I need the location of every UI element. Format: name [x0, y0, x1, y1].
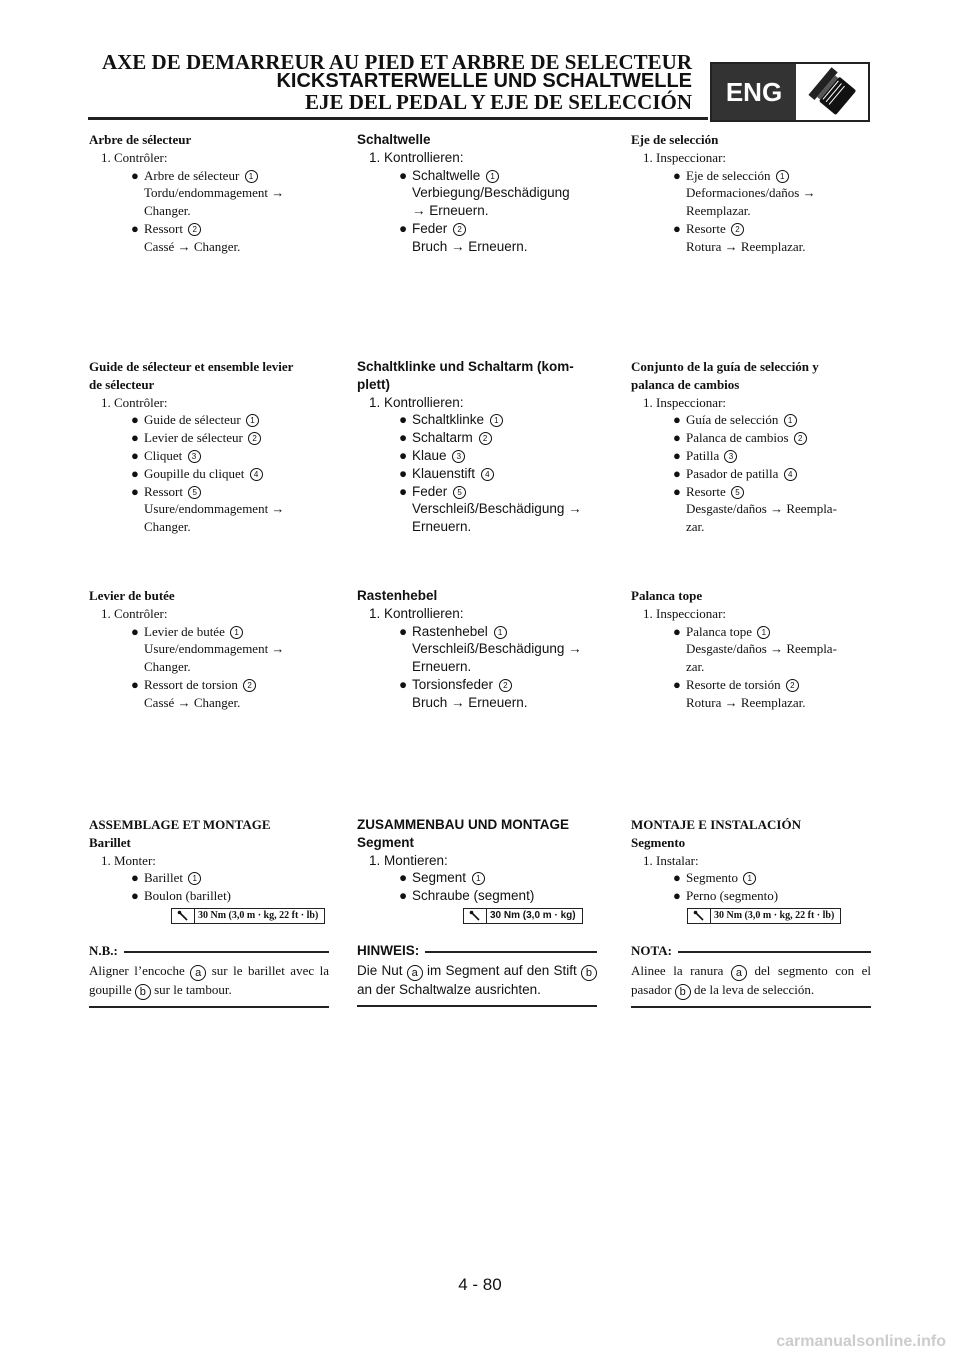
list-item: ● Segmento 1	[631, 869, 873, 887]
item-detail: Deformaciones/daños →	[686, 185, 816, 201]
step: 1. Contrôler:	[101, 149, 168, 165]
list-item: ● Rastenhebel 1	[357, 623, 599, 641]
section-title: Schaltklinke und Schaltarm (kom-	[357, 359, 574, 374]
list-item: ● Ressort 5	[89, 483, 331, 501]
note-box	[631, 942, 871, 1008]
de-section-shift-guide	[357, 358, 599, 536]
list-item: ● Feder 2	[357, 220, 599, 238]
list-item: ● Schaltarm 2	[357, 429, 599, 447]
section-subtitle: Segment	[357, 834, 415, 850]
step: 1. Kontrollieren:	[369, 149, 464, 165]
section-title: Rastenhebel	[357, 588, 438, 603]
list-item: ● Patilla 3	[631, 447, 873, 465]
section-title: palanca de cambios	[631, 376, 740, 392]
item-detail: Cassé → Changer.	[144, 694, 241, 710]
section-title: ZUSAMMENBAU UND MONTAGE	[357, 817, 569, 832]
section-title: Levier de butée	[89, 588, 175, 603]
item-detail: Reemplazar.	[686, 203, 751, 219]
torque-wrench-icon	[688, 909, 711, 923]
step: 1. Kontrollieren:	[369, 605, 464, 621]
torque-spec	[463, 908, 583, 924]
step: 1. Inspeccionar:	[643, 149, 727, 165]
fr-section-shift-shaft	[89, 131, 331, 256]
item-detail: Desgaste/daños → Reempla-	[686, 641, 837, 657]
torque-spec	[171, 908, 325, 924]
list-item: ● Klaue 3	[357, 447, 599, 465]
item-detail: Verschleiß/Beschädigung →	[412, 501, 582, 517]
badge-label: ENG	[712, 64, 796, 120]
bolt-wrench-icon	[798, 64, 868, 120]
section-badge	[710, 62, 870, 122]
section-title: Palanca tope	[631, 588, 703, 603]
de-section-assembly	[357, 816, 599, 1007]
section-title: MONTAJE E INSTALACIÓN	[631, 817, 801, 832]
item-detail: Usure/endommagement →	[144, 641, 285, 657]
item-detail: Erneuern.	[412, 659, 472, 675]
step: 1. Kontrollieren:	[369, 394, 464, 410]
torque-wrench-icon	[172, 909, 195, 923]
es-section-shift-shaft	[631, 131, 873, 256]
torque-value: 30 Nm (3,0 m · kg, 22 ft · lb)	[714, 909, 835, 921]
list-item: ● Schaltwelle 1	[357, 167, 599, 185]
torque-wrench-icon	[464, 909, 487, 923]
page-number: 4 - 80	[458, 1275, 502, 1294]
list-item: ● Perno (segmento)	[673, 888, 779, 904]
list-item: ● Klauenstift 4	[357, 465, 599, 483]
list-item: ● Barillet 1	[89, 869, 331, 887]
list-item: ● Schaltklinke 1	[357, 411, 599, 429]
list-item: ● Levier de butée 1	[89, 623, 331, 641]
torque-value: 30 Nm (3,0 m · kg, 22 ft · lb)	[198, 909, 319, 921]
section-title: ASSEMBLAGE ET MONTAGE	[89, 817, 271, 832]
note-heading: N.B.:	[89, 942, 124, 960]
header-title-de: KICKSTARTERWELLE UND SCHALTWELLE	[276, 70, 692, 92]
step: 1. Inspeccionar:	[643, 605, 727, 621]
list-item: ● Ressort de torsion 2	[89, 676, 331, 694]
list-item: ● Eje de selección 1	[631, 167, 873, 185]
note-text: Aligner l’encoche a sur le barillet avec la goupille b sur le tambour.	[89, 962, 330, 998]
note-heading: HINWEIS:	[357, 942, 425, 960]
item-detail: Usure/endommagement →	[144, 501, 285, 517]
item-detail: Changer.	[144, 519, 191, 535]
item-detail: Rotura → Reemplazar.	[686, 694, 806, 710]
item-detail: → Erneuern.	[412, 203, 489, 219]
item-detail: Cassé → Changer.	[144, 238, 241, 254]
note-box	[357, 942, 597, 1007]
section-title: Schaltwelle	[357, 132, 431, 147]
section-subtitle: Barillet	[89, 834, 131, 850]
step: 1. Contrôler:	[101, 394, 168, 410]
de-section-stopper-lever	[357, 587, 599, 712]
section-title: Conjunto de la guía de selección y	[631, 359, 819, 374]
list-item: ● Guide de sélecteur 1	[89, 411, 331, 429]
list-item: ● Boulon (barillet)	[131, 888, 232, 904]
item-detail: Changer.	[144, 659, 191, 675]
list-item: ● Feder 5	[357, 483, 599, 501]
es-section-assembly	[631, 816, 873, 1008]
list-item: ● Pasador de patilla 4	[631, 465, 873, 483]
list-item: ● Levier de sélecteur 2	[89, 429, 331, 447]
es-section-stopper-lever	[631, 587, 873, 712]
step: 1. Monter:	[101, 852, 156, 868]
step: 1. Instalar:	[643, 852, 699, 868]
note-text: Alinee la ranura a del segmento con el pasador b de la leva de selección.	[631, 962, 872, 998]
list-item: ● Segment 1	[357, 869, 599, 887]
list-item: ● Cliquet 3	[89, 447, 331, 465]
header-rule	[88, 117, 708, 120]
list-item: ● Torsionsfeder 2	[357, 676, 599, 694]
step: 1. Contrôler:	[101, 605, 168, 621]
fr-section-shift-guide	[89, 358, 331, 536]
step: 1. Inspeccionar:	[643, 394, 727, 410]
item-detail: Rotura → Reemplazar.	[686, 238, 806, 254]
fr-section-assembly	[89, 816, 331, 1008]
torque-spec	[687, 908, 841, 924]
list-item: ● Palanca tope 1	[631, 623, 873, 641]
item-detail: Changer.	[144, 203, 191, 219]
item-detail: Bruch → Erneuern.	[412, 694, 528, 710]
note-heading: NOTA:	[631, 942, 678, 960]
item-detail: Verbiegung/Beschädigung	[412, 185, 570, 201]
section-title: Guide de sélecteur et ensemble levier	[89, 359, 294, 374]
header-title-fr: AXE DE DEMARREUR AU PIED ET ARBRE DE SELECTEUR	[101, 50, 692, 74]
item-detail: Bruch → Erneuern.	[412, 238, 528, 254]
es-section-shift-guide	[631, 358, 873, 536]
section-title: plett)	[357, 376, 390, 392]
step: 1. Montieren:	[369, 852, 448, 868]
list-item: ● Schraube (segment)	[399, 888, 535, 904]
list-item: ● Arbre de sélecteur 1	[89, 167, 331, 185]
item-detail: Desgaste/daños → Reempla-	[686, 501, 837, 517]
de-section-shift-shaft	[357, 131, 599, 256]
note-box	[89, 942, 329, 1008]
list-item: ● Resorte 2	[631, 220, 873, 238]
section-subtitle: Segmento	[631, 834, 686, 850]
header-title-es: EJE DEL PEDAL Y EJE DE SELECCIÓN	[304, 90, 692, 114]
list-item: ● Resorte 5	[631, 483, 873, 501]
item-detail: Verschleiß/Beschädigung →	[412, 641, 582, 657]
list-item: ● Guía de selección 1	[631, 411, 873, 429]
list-item: ● Goupille du cliquet 4	[89, 465, 331, 483]
torque-value: 30 Nm (3,0 m · kg)	[490, 909, 576, 921]
list-item: ● Ressort 2	[89, 220, 331, 238]
fr-section-stopper-lever	[89, 587, 331, 712]
item-detail: Tordu/endommagement →	[144, 185, 285, 201]
note-text: Die Nut a im Segment auf den Stift b an der Schaltwalze ausrichten.	[357, 962, 597, 999]
item-detail: Erneuern.	[412, 519, 472, 535]
item-detail: zar.	[686, 519, 705, 535]
item-detail: zar.	[686, 659, 705, 675]
section-title: Arbre de sélecteur	[89, 132, 192, 147]
footer-watermark: carmanualsonline.info	[776, 1333, 946, 1350]
list-item: ● Palanca de cambios 2	[631, 429, 873, 447]
section-title: de sélecteur	[89, 376, 155, 392]
section-title: Eje de selección	[631, 132, 719, 147]
list-item: ● Resorte de torsión 2	[631, 676, 873, 694]
